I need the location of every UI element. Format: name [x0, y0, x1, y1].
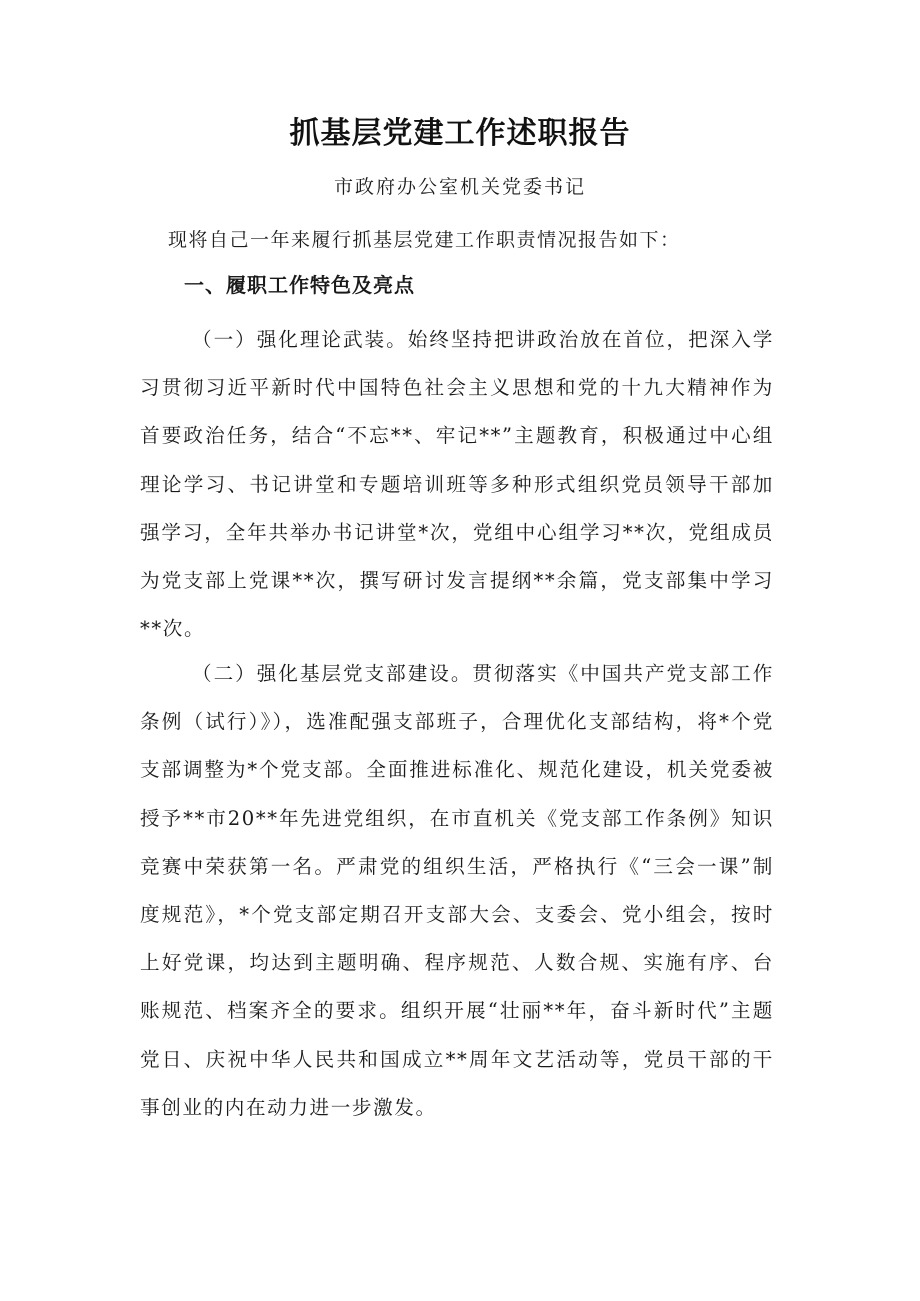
document-title: 抓基层党建工作述职报告 [289, 116, 631, 151]
section-heading: 一、履职工作特色及亮点 [184, 273, 415, 297]
body-paragraph-2: （二）强化基层党支部建设。贯彻落实《中国共产党支部工作条例（试行）》），选准配强支部班子，合理优化支部结构，将*个党支部调整为*个党支部。全面推进标准化、规范化建设，机关党委被授予**市20**年先进党组织，在市直机关《党支部工作条例》知识竞赛中荣获第一名。严肃党的组织生活，严格执行《“三会一课”制度规范》，*个党支部定期召开支部大会、支委会、党小组会，按时上好党课，均达到主题明确、程序规范、人数合规、实施有序、台账规范、档案齐全的要求。组织开展“壮丽**年，奋斗新时代”主题党日、庆祝中华人民共和国成立**周年文艺活动等，党员干部的干事创业的内在动力进一步激发。 [140, 662, 774, 1119]
intro-paragraph: 现将自己一年来履行抓基层党建工作职责情况报告如下： [168, 229, 681, 251]
body-paragraph-1: （一）强化理论武装。始终坚持把讲政治放在首位，把深入学习贯彻习近平新时代中国特色社会主义思想和党的十九大精神作为首要政治任务，结合“不忘**、牢记**”主题教育，积极通过中心组理论学习、书记讲堂和专题培训班等多种形式组织党员领导干部加强学习，全年共举办书记讲堂*次，党组中心组学习**次，党组成员为党支部上党课**次，撰写研讨发言提纲**余篇，党支部集中学习**次。 [140, 328, 774, 641]
document-subtitle: 市政府办公室机关党委书记 [333, 176, 586, 198]
